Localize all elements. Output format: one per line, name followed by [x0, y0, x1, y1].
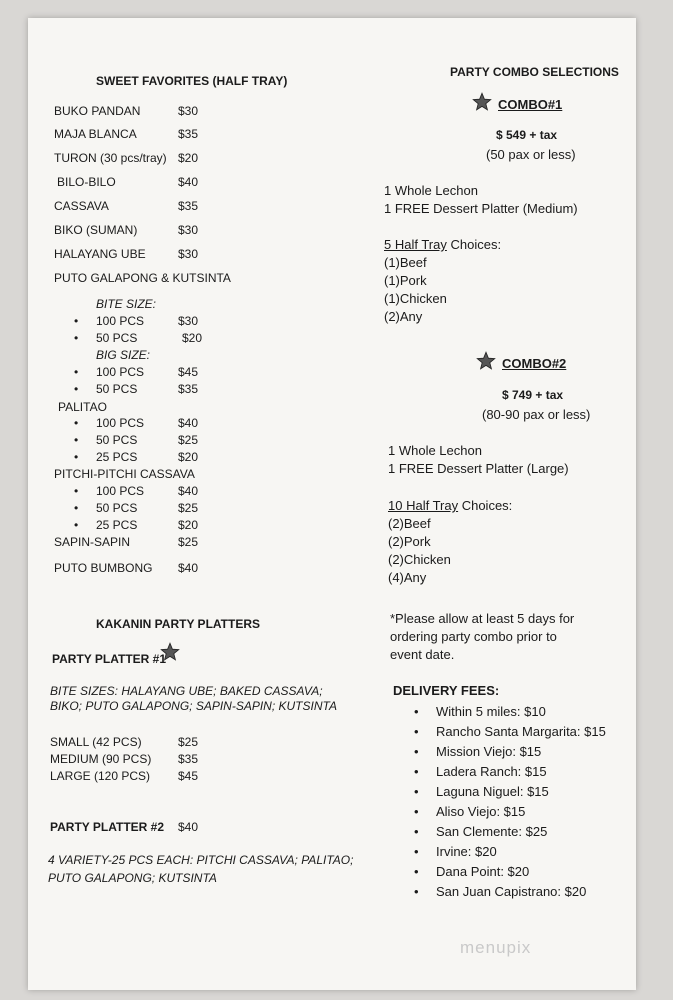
platter1-price: $35: [178, 752, 199, 766]
menu-sheet: [28, 18, 636, 990]
item-price: $30: [178, 104, 199, 118]
platter1-size: MEDIUM (90 PCS): [50, 752, 152, 766]
combo-title: PARTY COMBO SELECTIONS: [450, 65, 619, 79]
item-price: $20: [178, 151, 199, 165]
platter1-price: $45: [178, 769, 199, 783]
pitchi-qty: • 50 PCS: [96, 501, 137, 515]
combo1-choices-rest: Choices:: [446, 237, 502, 252]
combo2-line: 1 Whole Lechon: [388, 443, 482, 458]
delivery-item: • San Juan Capistrano: $20: [436, 884, 586, 899]
combo1-choice: (1)Chicken: [384, 291, 447, 306]
delivery-item: • Mission Viejo: $15: [436, 744, 541, 759]
delivery-item: • Aliso Viejo: $15: [436, 804, 525, 819]
bite-size-label: BITE SIZE:: [96, 297, 157, 311]
combo1-choices-underlined: 5 Half Tray: [384, 237, 447, 252]
watermark-logo: menupix: [460, 938, 532, 957]
combo2-choice: (2)Pork: [388, 534, 431, 549]
delivery-title: DELIVERY FEES:: [393, 683, 500, 698]
bite-qty: • 100 PCS: [96, 314, 144, 328]
kakanin-title: KAKANIN PARTY PLATTERS: [96, 617, 261, 631]
palitao-price: $25: [178, 433, 199, 447]
item-name: MAJA BLANCA: [54, 127, 137, 141]
item-price: $30: [178, 247, 199, 261]
pitchi-price: $25: [178, 501, 199, 515]
item-price: $40: [178, 175, 199, 189]
combo2-choice: (4)Any: [388, 570, 427, 585]
combo-note: ordering party combo prior to: [390, 629, 557, 644]
bite-qty: • 50 PCS: [96, 331, 137, 345]
combo1-choice: (1)Beef: [384, 255, 427, 270]
combo2-name: COMBO#2: [502, 356, 567, 371]
item-name: TURON (30 pcs/tray): [54, 151, 167, 165]
delivery-item: • Dana Point: $20: [436, 864, 529, 879]
item-price: $35: [178, 127, 199, 141]
platter2-title: PARTY PLATTER #2: [50, 820, 165, 834]
platter2-desc: 4 VARIETY-25 PCS EACH: PITCHI CASSAVA; PALITAO;: [48, 853, 354, 867]
pitchi-qty: • 100 PCS: [96, 484, 144, 498]
item-price: $30: [178, 223, 199, 237]
star-icon: [476, 351, 496, 371]
combo2-choice: (2)Beef: [388, 516, 431, 531]
pitchi-price: $20: [178, 518, 199, 532]
palitao-qty: • 100 PCS: [96, 416, 144, 430]
pitchi-qty: • 25 PCS: [96, 518, 137, 532]
item-price: $35: [178, 199, 199, 213]
bumbong-name: PUTO BUMBONG: [54, 561, 153, 575]
item-name: BILO-BILO: [57, 175, 116, 189]
star-icon: [472, 92, 492, 112]
combo2-line: 1 FREE Dessert Platter (Large): [388, 461, 569, 476]
big-qty: • 50 PCS: [96, 382, 137, 396]
sweet-favorites-title: SWEET FAVORITES (HALF TRAY): [96, 74, 288, 88]
combo2-choice: (2)Chicken: [388, 552, 451, 567]
combo-note: event date.: [390, 647, 455, 662]
combo2-pax: (80-90 pax or less): [482, 407, 591, 422]
bumbong-price: $40: [178, 561, 199, 575]
item-name: HALAYANG UBE: [54, 247, 146, 261]
combo1-line: 1 FREE Dessert Platter (Medium): [384, 201, 578, 216]
combo2-choices-label: [388, 498, 512, 513]
platter1-desc: BIKO; PUTO GALAPONG; SAPIN-SAPIN; KUTSINTA: [50, 699, 337, 713]
combo1-name: COMBO#1: [498, 97, 563, 112]
bite-price: $20: [182, 331, 203, 345]
star-icon: [160, 642, 180, 662]
palitao-qty: • 50 PCS: [96, 433, 137, 447]
platter1-desc: BITE SIZES: HALAYANG UBE; BAKED CASSAVA;: [50, 684, 323, 698]
big-price: $35: [178, 382, 199, 396]
pitchi-price: $40: [178, 484, 199, 498]
combo1-line: 1 Whole Lechon: [384, 183, 478, 198]
combo2-price: $ 749 + tax: [502, 388, 564, 402]
pitchi-title: PITCHI-PITCHI CASSAVA: [54, 467, 195, 481]
combo-note: *Please allow at least 5 days for: [390, 611, 575, 626]
item-name: BUKO PANDAN: [54, 104, 141, 118]
big-price: $45: [178, 365, 199, 379]
item-name: BIKO (SUMAN): [54, 223, 138, 237]
platter2-desc: PUTO GALAPONG; KUTSINTA: [48, 871, 217, 885]
delivery-item: • Laguna Niguel: $15: [436, 784, 549, 799]
combo1-price: $ 549 + tax: [496, 128, 558, 142]
palitao-price: $20: [178, 450, 199, 464]
platter1-title: PARTY PLATTER #1: [52, 652, 167, 666]
palitao-title: PALITAO: [58, 400, 107, 414]
delivery-item: • Rancho Santa Margarita: $15: [436, 724, 606, 739]
big-qty: • 100 PCS: [96, 365, 144, 379]
combo1-choice: (1)Pork: [384, 273, 427, 288]
bite-price: $30: [178, 314, 199, 328]
big-size-label: BIG SIZE:: [96, 348, 151, 362]
delivery-item: • Irvine: $20: [436, 844, 497, 859]
puto-title: PUTO GALAPONG & KUTSINTA: [54, 271, 231, 285]
platter1-size: SMALL (42 PCS): [50, 735, 142, 749]
platter1-price: $25: [178, 735, 199, 749]
palitao-qty: • 25 PCS: [96, 450, 137, 464]
item-name: CASSAVA: [54, 199, 109, 213]
delivery-item: • San Clemente: $25: [436, 824, 547, 839]
combo2-choices-underlined: 10 Half Tray: [388, 498, 459, 513]
platter1-size: LARGE (120 PCS): [50, 769, 151, 783]
sapin-name: SAPIN-SAPIN: [54, 535, 131, 549]
platter2-price: $40: [178, 820, 199, 834]
palitao-price: $40: [178, 416, 199, 430]
combo1-pax: (50 pax or less): [486, 147, 576, 162]
combo2-choices-rest: Choices:: [458, 498, 513, 513]
delivery-item: • Within 5 miles: $10: [436, 704, 546, 719]
sapin-price: $25: [178, 535, 199, 549]
combo1-choice: (2)Any: [384, 309, 423, 324]
combo1-choices-label: [384, 237, 501, 252]
delivery-item: • Ladera Ranch: $15: [436, 764, 547, 779]
